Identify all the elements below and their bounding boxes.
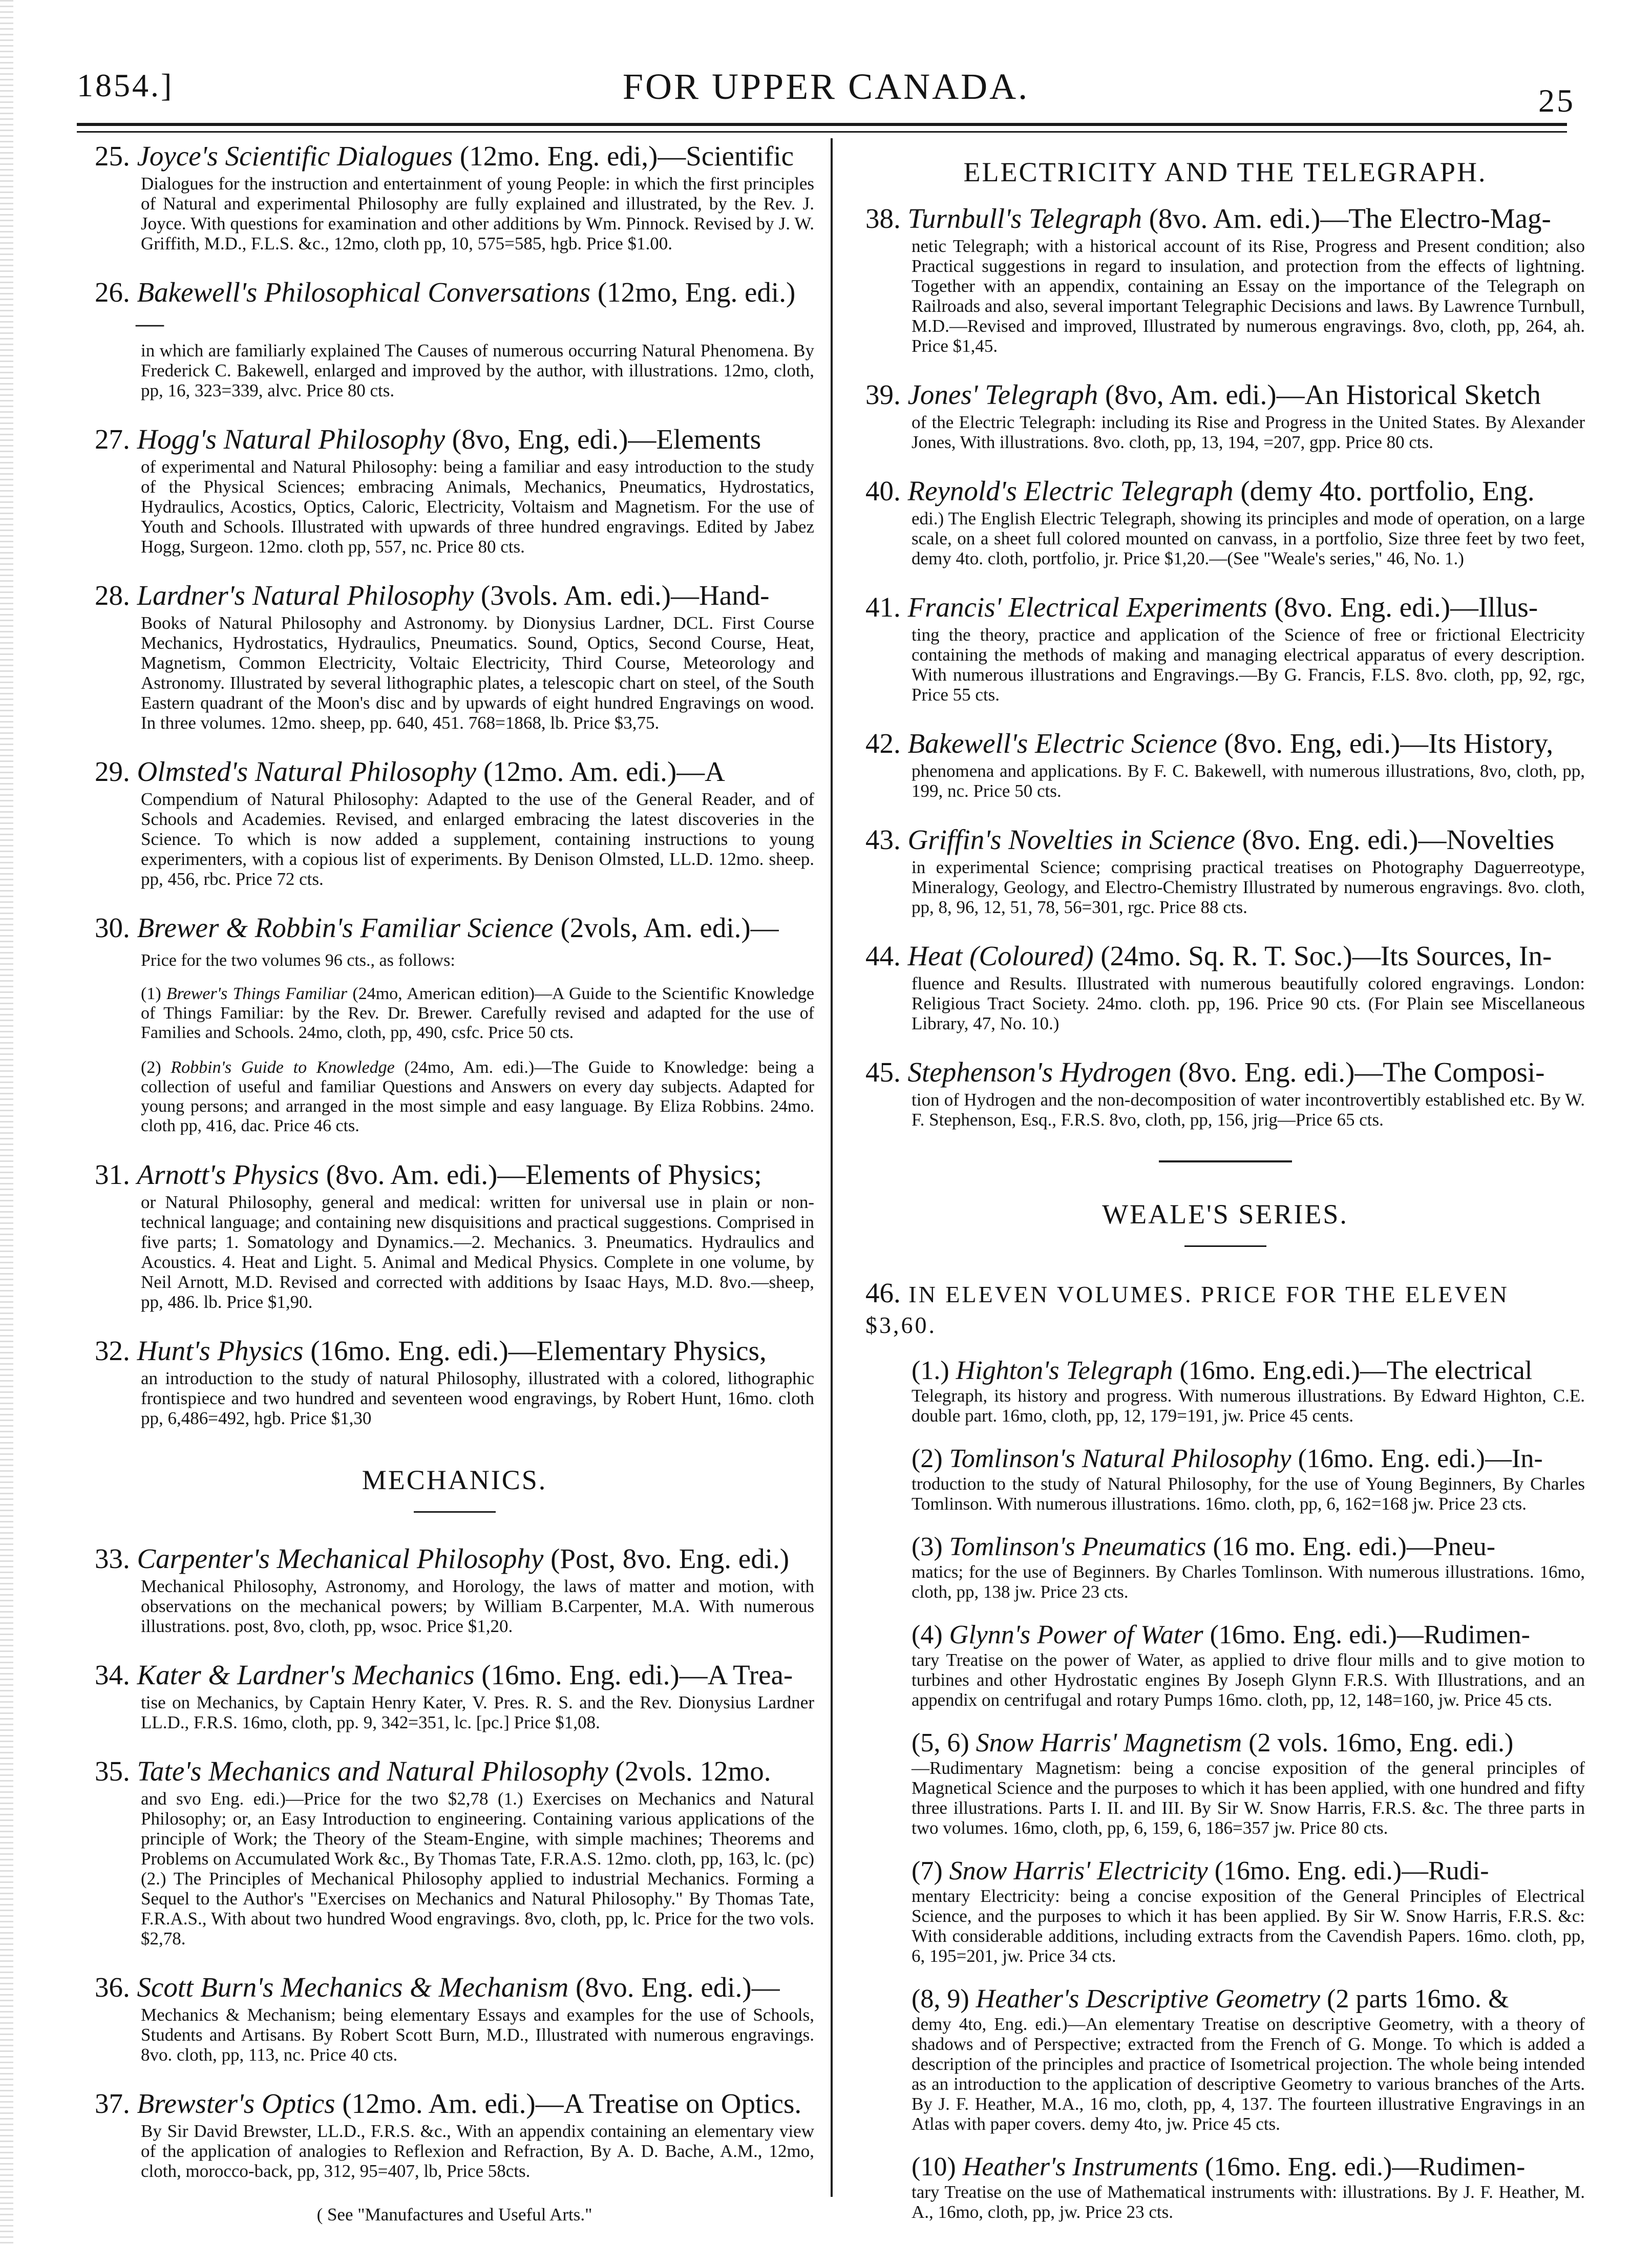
weale-volume-heading — [912, 1620, 1585, 1650]
catalogue-entry — [95, 580, 814, 733]
weale-volume-title: Tomlinson's Pneumatics — [949, 1532, 1206, 1561]
weale-volume-description: —Rudimentary Magnetism: being a concise exposition of the general principles of Magnetical Science and the purposes to which it has been applied, with one hundred and fifty three illustrations. Parts I. II. and III. By Sir W. Snow Harris, F.R.S. &c. The three parts in two volumes. 16mo, cloth, pp, 6, 159, 6, 186=357 jw. Price 80 cts. — [912, 1758, 1585, 1838]
entry-edition: (8vo. Eng. edi.)—Novelties — [1235, 824, 1555, 855]
weale-volume-description: Telegraph, its history and progress. With numerous illustrations. By Edward Highton, C.E. double part. 16mo, cloth, pp, 12, 179=191, jw. Price 45 cents. — [912, 1386, 1585, 1426]
entry-description: of the Electric Telegraph: including its Rise and Progress in the United States. By Alexander Jones, With illustrations. 8vo. cloth, pp, 13, 194, =207, gpp. Price 80 cts. — [912, 412, 1585, 452]
header-page-number: 25 — [1538, 82, 1575, 119]
entry-list-mechanics — [95, 1543, 814, 2181]
weale-volume-number: (10) — [912, 2152, 963, 2182]
entry-number: 37. — [95, 2088, 130, 2119]
sub-item-title: Robbin's Guide to Knowledge — [171, 1058, 395, 1077]
header-title: FOR UPPER CANADA. — [622, 66, 1030, 107]
sub-item-label: (2) — [141, 1058, 171, 1077]
entry-edition: (8vo, Am. edi.)—An Historical Sketch — [1098, 379, 1541, 410]
entry-heading — [865, 203, 1585, 234]
entry-edition: (12mo. Am. edi.)—A Treatise on Optics. — [335, 2088, 802, 2119]
weale-volume-description: mentary Electricity: being a concise exposition of the General Principles of Electrical Science, and the purposes to which it has been applied. By Sir W. Snow Harris, F.R.S. &c: With considerable additions, including extracts from the Cavendish Papers. 16mo. cloth, pp, 6, 195=201, jw. Price 34 cts. — [912, 1886, 1585, 1966]
entry-title: Brewster's Optics — [137, 2088, 335, 2119]
entry-title: Heat (Coloured) — [907, 940, 1094, 971]
entry-number: 45. — [865, 1056, 901, 1088]
entry-number: 33. — [95, 1543, 130, 1574]
entry-heading — [95, 277, 814, 338]
entry-heading — [865, 1057, 1585, 1088]
weale-volume-title: Tomlinson's Natural Philosophy — [949, 1444, 1291, 1473]
entry-heading-text: IN ELEVEN VOLUMES. PRICE FOR THE ELEVEN $3,60. — [865, 1281, 1509, 1338]
entry-description: fluence and Results. Illustrated with numerous beautifully colored engravings. London: Religious Tract Society. 24mo. cloth. pp, 196. Price 90 cts. (For Plain see Miscellaneous Library, 47, No. 10.) — [912, 973, 1585, 1033]
weale-volume-title: Snow Harris' Magnetism — [976, 1728, 1242, 1757]
catalogue-entry — [865, 1057, 1585, 1130]
entry-edition: (8vo, Eng, edi.)—Elements — [445, 423, 761, 455]
entry-title: Turnbull's Telegraph — [907, 203, 1142, 234]
entry-title: Stephenson's Hydrogen — [907, 1056, 1172, 1088]
entry-edition: (2vols. 12mo. — [608, 1755, 771, 1787]
weale-volume-number: (4) — [912, 1620, 949, 1649]
entry-description: Books of Natural Philosophy and Astronomy. by Dionysius Lardner, DCL. First Course Mechanics, Hydrostatics, Hydraulics, Pneumatics. Sound, Optics, Second Course, Heat, Magnetism, Common Electricity, Voltaic Electricity, Third Course, Meteorology and Astronomy. Illustrated by several lithographic plates, a telescopic chart on steel, of the South Eastern quadrant of the Moon's disc and by upwards of eight hundred Engravings on wood. In three volumes. 12mo. sheep, pp. 640, 451. 768=1868, lb. Price $3,75. — [141, 613, 814, 733]
entry-title: Carpenter's Mechanical Philosophy — [137, 1543, 544, 1574]
entry-number: 42. — [865, 728, 901, 759]
catalogue-entry — [95, 2088, 814, 2181]
entry-number: 34. — [95, 1659, 130, 1690]
sub-item-label: (1) — [141, 984, 166, 1003]
catalogue-entry — [865, 728, 1585, 801]
catalogue-entry — [95, 1972, 814, 2065]
weale-volume-entry — [865, 1444, 1585, 1514]
entry-number: 39. — [865, 379, 901, 410]
entry-description: phenomena and applications. By F. C. Bakewell, with numerous illustrations, 8vo, cloth, pp, 199, nc. Price 50 cts. — [912, 761, 1585, 801]
entry-title: Griffin's Novelties in Science — [907, 824, 1236, 855]
entry-edition: (24mo. Sq. R. T. Soc.)—Its Sources, In- — [1093, 940, 1552, 971]
entry-number: 40. — [865, 475, 901, 506]
entry-description: an introduction to the study of natural Philosophy, illustrated with a colored, lithographic frontispiece and two hundred and seventeen wood engravings, by Robert Hunt, 16mo. cloth pp, 6,486=492, hgb. Price $1,30 — [141, 1368, 814, 1428]
entry-edition: (8vo. Eng, edi.)—Its History, — [1217, 728, 1554, 759]
weale-volume-heading — [912, 2152, 1585, 2182]
section-rule — [1184, 1245, 1266, 1247]
weale-volume-number: (7) — [912, 1856, 949, 1886]
weale-volume-title: Snow Harris' Electricity — [949, 1856, 1208, 1886]
catalogue-entry — [95, 424, 814, 557]
entry-description: or Natural Philosophy, general and medical: written for universal use in plain or non-technical language; and containing new disquisitions and practical suggestions. Comprised in five parts; 1. Somatology and Dynamics.—2. Mechanics. 3. Pneumatics. Hydraulics and Acoustics. 4. Heat and Light. 5. Animal and Medical Physics. Complete in one volume, by Neil Arnott, M.D. Revised and corrected with additions by Isaac Hays, M.D. 8vo.—sheep, pp, 486. lb. Price $1,90. — [141, 1192, 814, 1312]
entry-number: 30. — [95, 912, 130, 943]
entry-edition: (12mo, Eng. edi.)— — [136, 277, 796, 338]
entry-description: tion of Hydrogen and the non-decomposition of water incontrovertibly established etc. By W. F. Stephenson, Esq., F.R.S. 8vo, cloth, pp, 156, jrig—Price 65 cts. — [912, 1090, 1585, 1130]
entry-edition: (16mo. Eng. edi.)—Elementary Physics, — [303, 1335, 767, 1366]
section-title-electricity: ELECTRICITY AND THE TELEGRAPH. — [963, 157, 1487, 187]
entry-heading — [865, 824, 1585, 855]
entry-list-physics — [95, 141, 814, 889]
catalogue-entry — [865, 203, 1585, 356]
entry-number: 36. — [95, 1972, 130, 2003]
sub-item-text: (24mo, American edition)—A Guide to the Scientific Knowledge of Things Familiar: by the Rev. Dr. Brewer. Carefully revised and adapted for the use of Families and Schools. 24mo, cloth, pp, 490, csfc. Price 50 cts. — [141, 984, 814, 1042]
entry-number: 31. — [95, 1159, 130, 1190]
entry-edition: (12mo. Am. edi.)—A — [476, 756, 725, 787]
entry-list-electricity — [865, 203, 1585, 1130]
weale-volume-heading — [912, 1984, 1585, 2014]
entry-title: Lardner's Natural Philosophy — [137, 580, 474, 611]
entry-title: Scott Burn's Mechanics & Mechanism — [137, 1972, 569, 2003]
entry-title: Tate's Mechanics and Natural Philosophy — [137, 1755, 608, 1787]
catalogue-entry — [865, 592, 1585, 705]
weale-volume-number: (8, 9) — [912, 1984, 976, 2014]
sub-item-2 — [95, 1058, 814, 1136]
entry-46-heading — [865, 1278, 1585, 1341]
weale-item-list — [865, 1356, 1585, 2222]
entry-title: Bakewell's Electric Science — [907, 728, 1217, 759]
entry-heading — [95, 1159, 814, 1190]
weale-volume-number: (3) — [912, 1532, 949, 1561]
entry-description: ting the theory, practice and application of the Science of free or frictional Electricity containing the methods of making and managing electrical apparatus of every description. With numerous illustrations and Engravings.—By G. Francis, F.LS. 8vo. cloth, pp, 92, rgc, Price 55 cts. — [912, 625, 1585, 705]
section-title-weale: WEALE'S SERIES. — [1102, 1199, 1348, 1230]
catalogue-entry — [865, 941, 1585, 1033]
sub-item-title: Brewer's Things Familiar — [166, 984, 348, 1003]
weale-volume-entry — [865, 1728, 1585, 1838]
weale-volume-edition: (2 parts 16mo. & — [1320, 1984, 1509, 2014]
catalogue-entry — [95, 1660, 814, 1732]
catalogue-entry — [95, 277, 814, 400]
entry-number: 26. — [95, 277, 130, 308]
entry-heading — [865, 476, 1585, 506]
sub-item-text: (24mo, Am. edi.)—The Guide to Knowledge: being a collection of useful and familiar Questions and Answers on every day subjects. Adapted for young persons; and arranged in the most simple and easy language. By Eliza Robbins. 24mo. cloth pp, 416, dac. Price 46 cts. — [141, 1058, 814, 1135]
weale-volume-title: Highton's Telegraph — [956, 1356, 1173, 1385]
entry-title: Francis' Electrical Experiments — [907, 591, 1267, 623]
header-rule-thin — [77, 131, 1567, 133]
entry-title: Joyce's Scientific Dialogues — [137, 140, 453, 172]
entry-edition: (8vo. Eng. edi.)—The Composi- — [1171, 1056, 1545, 1088]
catalogue-entry — [865, 476, 1585, 568]
weale-volume-entry — [865, 1356, 1585, 1426]
weale-volume-edition: (16mo. Eng.edi.)—The electrical — [1173, 1356, 1533, 1385]
entry-heading — [95, 1336, 814, 1366]
entry-title: Brewer & Robbin's Familiar Science — [137, 912, 554, 943]
entry-heading — [95, 580, 814, 611]
weale-volume-heading — [912, 1728, 1585, 1758]
entry-description: Mechanics & Mechanism; being elementary Essays and examples for the use of Schools, Students and Artisans. By Robert Scott Burn, M.D., Illustrated with numerous engravings. 8vo. cloth, pp, 113, nc. Price 40 cts. — [141, 2005, 814, 2065]
entry-description: netic Telegraph; with a historical account of its Rise, Progress and Present condition; also Practical suggestions in regard to insulation, and protection from the effects of lightning. Together with an appendix, containing an Essay on the importance of the Telegraph on Railroads and also, several important Telegraphic Decisions and laws. By Lawrence Turnbull, M.D.—Revised and improved, Illustrated by numerous engravings. 8vo, cloth, pp, 264, ah. Price $1,45. — [912, 236, 1585, 356]
right-column — [865, 141, 1585, 2240]
left-column — [95, 141, 814, 2225]
entry-number: 28. — [95, 580, 130, 611]
entry-heading — [95, 913, 814, 943]
catalogue-entry — [95, 1756, 814, 1949]
entry-number: 46. — [865, 1277, 901, 1308]
entry-number: 25. — [95, 140, 130, 172]
weale-volume-edition: (16mo. Eng. edi.)—Rudimen- — [1198, 2152, 1526, 2182]
entry-heading — [95, 141, 814, 172]
column-divider — [831, 138, 833, 2197]
entry-description: Compendium of Natural Philosophy: Adapted to the use of the General Reader, and of Schools and Academies. Revised, and enlarged embracing the latest discoveries in the Science. To which is now added a supplement, containing instructions to young experimenters, with a copious list of experiments. By Denison Olmsted, LL.D. 12mo. sheep. pp, 456, rbc. Price 72 cts. — [141, 789, 814, 889]
entry-edition: (8vo. Eng. edi.)— — [568, 1972, 780, 2003]
weale-volume-description: matics; for the use of Beginners. By Charles Tomlinson. With numerous illustrations. 16mo, cloth, pp, 138 jw. Price 23 cts. — [912, 1562, 1585, 1602]
weale-volume-entry — [865, 2152, 1585, 2222]
weale-volume-number: (2) — [912, 1444, 949, 1473]
entry-30 — [95, 913, 814, 1136]
weale-volume-heading — [912, 1356, 1585, 1386]
weale-volume-description: demy 4to, Eng. edi.)—An elementary Treatise on descriptive Geometry, with a theory of shadows and of Perspective; extracted from the French of G. Monge. To which is added a description of the principles and practice of Isometrical projection. The whole being intended as an introduction to the application of descriptive Geometry to various branches of the Arts. By J. F. Heather, M.A., 16 mo, cloth, pp, 4, 137. The fourteen illustrative Engravings in an Atlas with paper covers. demy 4to, jw. Price 45 cts. — [912, 2014, 1585, 2134]
entry-title: Hogg's Natural Philosophy — [137, 423, 446, 455]
entry-title: Reynold's Electric Telegraph — [907, 475, 1234, 506]
entry-description: Dialogues for the instruction and entertainment of young People: in which the first principles of Natural and experimental Philosophy are fully explained and illustrated, by the Rev. J. Joyce. With questions for examination and other additions by Wm. Pinnock. Revised by J. W. Griffith, M.D., F.L.S. &c., 12mo, cloth pp, 10, 575=585, hgb. Price $1.00. — [141, 174, 814, 253]
weale-volume-title: Glynn's Power of Water — [949, 1620, 1203, 1649]
entry-description: in which are familiarly explained The Causes of numerous occurring Natural Phenomena. By Frederick C. Bakewell, enlarged and improved by the author, with illustrations. 12mo, cloth, pp, 16, 323=339, alvc. Price 80 cts. — [141, 341, 814, 400]
catalogue-entry — [865, 379, 1585, 452]
catalogue-entry — [95, 1336, 814, 1428]
catalogue-entry — [865, 824, 1585, 917]
entry-heading — [95, 1756, 814, 1787]
weale-volume-edition: (16mo. Eng. edi.)—In- — [1291, 1444, 1543, 1473]
weale-volume-title: Heather's Descriptive Geometry — [976, 1984, 1321, 2014]
catalogue-entry — [95, 756, 814, 889]
entry-heading — [95, 756, 814, 787]
footnote: ( See "Manufactures and Useful Arts." — [316, 2205, 592, 2225]
weale-volume-entry — [865, 1620, 1585, 1710]
entry-description: By Sir David Brewster, LL.D., F.R.S. &c., With an appendix containing an elementary view of the application of analogies to Reflexion and Refraction, By A. D. Bache, A.M., 12mo, cloth, morocco-back, pp, 312, 95=407, lb, Price 58cts. — [141, 2121, 814, 2181]
scan-margin-edge — [0, 0, 13, 2245]
weale-volume-edition: (16mo. Eng. edi.)—Rudi- — [1208, 1856, 1489, 1886]
entry-heading — [95, 424, 814, 455]
entry-heading — [95, 1660, 814, 1690]
entry-edition: (3vols. Am. edi.)—Hand- — [474, 580, 770, 611]
weale-volume-description: tary Treatise on the use of Mathematical instruments with: illustrations. By J. F. Heather, M. A., 16mo, cloth, pp, jw. Price 23 cts. — [912, 2182, 1585, 2222]
entry-number: 35. — [95, 1755, 130, 1787]
weale-volume-heading — [912, 1532, 1585, 1562]
catalogue-entry — [95, 1543, 814, 1636]
entry-title: Kater & Lardner's Mechanics — [137, 1659, 475, 1690]
entry-edition: (Post, 8vo. Eng. edi.) — [543, 1543, 790, 1574]
entry-edition: (8vo. Am. edi.)—Elements of Physics; — [319, 1159, 762, 1190]
entry-title: Olmsted's Natural Philosophy — [137, 756, 477, 787]
entry-heading — [95, 1972, 814, 2003]
entry-title: Jones' Telegraph — [907, 379, 1098, 410]
entry-number: 32. — [95, 1335, 130, 1366]
entry-number: 29. — [95, 756, 130, 787]
entry-number: 43. — [865, 824, 901, 855]
entry-list-physics-2 — [95, 1159, 814, 1428]
entry-edition: (2vols, Am. edi.)— — [553, 912, 779, 943]
header-rule-thick — [77, 123, 1567, 126]
entry-title: Bakewell's Philosophical Conversations — [137, 277, 591, 308]
entry-number: 38. — [865, 203, 901, 234]
entry-title: Arnott's Physics — [137, 1159, 319, 1190]
entry-heading — [865, 728, 1585, 759]
weale-volume-entry — [865, 1984, 1585, 2134]
weale-volume-edition: (16mo. Eng. edi.)—Rudimen- — [1203, 1620, 1530, 1649]
entry-description: and svo Eng. edi.)—Price for the two $2,78 (1.) Exercises on Mechanics and Natural Philosophy; or, an Easy Introduction to engineering. Containing various applications of the principle of Work; the Theory of the Steam-Engine, with simple machines; Theorems and Problems on Accumulated Work &c., By Thomas Tate, F.R.A.S. 12mo. cloth, pp, 163, lc. (pc) (2.) The Principles of Mechanical Philosophy applied to industrial Mechanics. Forming a Sequel to the Author's "Exercises on Mechanics and Natural Philosophy." By Thomas Tate, F.R.A.S., With about two hundred Wood engravings. 8vo, cloth, pp, lc. Price for the two vols. $2,78. — [141, 1789, 814, 1949]
entry-heading — [865, 379, 1585, 410]
entry-description: of experimental and Natural Philosophy: being a familiar and easy introduction to the study of the Physical Sciences; embracing Animals, Mechanics, Pneumatics, Hydrostatics, Hydraulics, Acostics, Optics, Caloric, Electricity, Voltaism and Magnetism. For the use of Youth and Schools. Illustrated with upwards of three hundred engravings. Edited by Jabez Hogg, Surgeon. 12mo. cloth pp, 557, nc. Price 80 cts. — [141, 457, 814, 557]
entry-price-note: Price for the two volumes 96 cts., as follows: — [141, 951, 455, 970]
entry-number: 27. — [95, 423, 130, 455]
weale-volume-description: troduction to the study of Natural Philosophy, for the use of Young Beginners, By Charles Tomlinson. With numerous illustrations. 16mo. cloth, pp, 6, 162=168 jw. Price 23 cts. — [912, 1474, 1585, 1514]
entry-description: Mechanical Philosophy, Astronomy, and Horology, the laws of matter and motion, with observations on the mechanical powers; by William B.Carpenter, M.A. With numerous illustrations. post, 8vo, cloth, pp, wsoc. Price $1,20. — [141, 1576, 814, 1636]
entry-description: tise on Mechanics, by Captain Henry Kater, V. Pres. R. S. and the Rev. Dionysius Lardner LL.D., F.R.S. 16mo, cloth, pp. 9, 342=351, lc. [pc.] Price $1,08. — [141, 1692, 814, 1732]
entry-heading — [95, 2088, 814, 2119]
weale-volume-number: (1.) — [912, 1356, 956, 1385]
entry-heading — [95, 1543, 814, 1574]
entry-description: in experimental Science; comprising practical treatises on Photography Daguerreotype, Mineralogy, Geology, and Electro-Chemistry Illustrated by numerous engravings. 8vo. cloth, pp, 8, 96, 12, 51, 78, 56=301, rgc. Price 88 cts. — [912, 857, 1585, 917]
header-year: 1854.] — [77, 67, 174, 103]
entry-edition: (8vo. Am. edi.)—The Electro-Mag- — [1141, 203, 1551, 234]
entry-number: 44. — [865, 940, 901, 971]
weale-volume-edition: (16 mo. Eng. edi.)—Pneu- — [1206, 1532, 1496, 1561]
weale-volume-description: tary Treatise on the power of Water, as applied to drive flour mills and to give motion to turbines and other Hydrostatic engines By Joseph Glynn F.R.S. With Illustrations, and an appendix on centrifugal and rotary Pumps 16mo. cloth, pp, 12, 148=160, jw. Price 45 cts. — [912, 1650, 1585, 1710]
entry-heading — [865, 592, 1585, 623]
entry-edition: (8vo. Eng. edi.)—Illus- — [1267, 591, 1538, 623]
entry-heading — [865, 941, 1585, 971]
entry-description: edi.) The English Electric Telegraph, showing its principles and mode of operation, on a large scale, on a sheet full colored mounted on canvass, in a portfolio, Size three feet by two feet, demy 4to. cloth, portfolio, jr. Price $1,20.—(See "Weale's series," 46, No. 1.) — [912, 509, 1585, 568]
entry-edition: (demy 4to. portfolio, Eng. — [1233, 475, 1535, 506]
sub-item-1 — [95, 984, 814, 1043]
weale-volume-heading — [912, 1856, 1585, 1886]
weale-volume-entry — [865, 1532, 1585, 1602]
weale-volume-entry — [865, 1856, 1585, 1966]
section-rule — [414, 1511, 496, 1513]
weale-volume-heading — [912, 1444, 1585, 1474]
entry-edition: (12mo. Eng. edi,)—Scientific — [453, 140, 794, 172]
section-title-mechanics: MECHANICS. — [362, 1465, 547, 1495]
weale-volume-title: Heather's Instruments — [962, 2152, 1198, 2182]
section-rule — [1159, 1160, 1292, 1162]
weale-volume-number: (5, 6) — [912, 1728, 976, 1757]
weale-volume-edition: (2 vols. 16mo, Eng. edi.) — [1242, 1728, 1514, 1757]
catalogue-entry — [95, 1159, 814, 1312]
entry-title: Hunt's Physics — [137, 1335, 304, 1366]
entry-edition: (16mo. Eng. edi.)—A Trea- — [474, 1659, 793, 1690]
entry-number: 41. — [865, 591, 901, 623]
catalogue-entry — [95, 141, 814, 253]
